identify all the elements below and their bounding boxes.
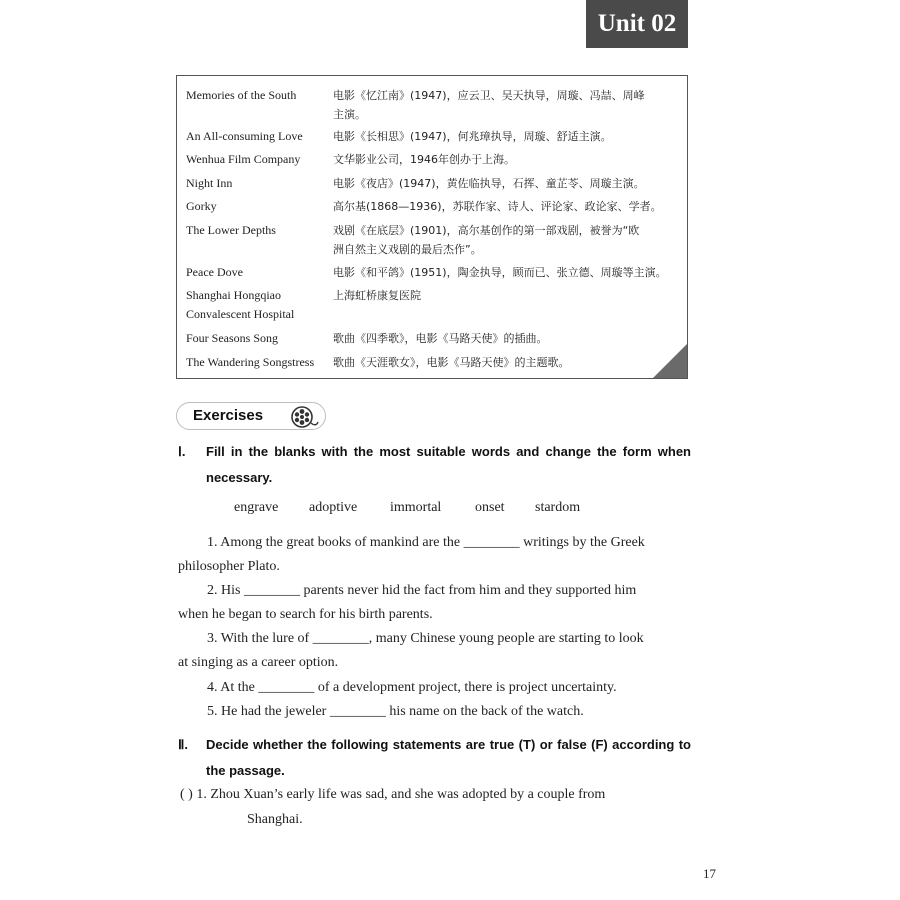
glossary-term: The Lower Depths <box>186 223 276 237</box>
glossary-term: Wenhua Film Company <box>186 152 301 166</box>
section-1-heading <box>178 439 693 493</box>
page-corner-fold <box>653 344 687 378</box>
glossary-table <box>176 75 688 379</box>
film-reel-icon <box>289 405 319 429</box>
word-bank-item: engrave <box>234 500 279 515</box>
word-bank-item: stardom <box>535 500 581 515</box>
word-bank-item: onset <box>475 500 505 515</box>
true-false-item-continuation: Shanghai. <box>247 812 303 827</box>
glossary-definition: 文华影业公司，1946年创办于上海。 <box>333 153 515 166</box>
glossary-definition: 高尔基(1868—1936)，苏联作家、诗人、评论家、政论家、学者。 <box>333 200 662 213</box>
exercise-item: 4. At the ________ of a development project, there is project uncertainty. <box>207 680 617 695</box>
glossary-term: Memories of the South <box>186 88 297 102</box>
section-instruction: Decide whether the following statements are true (T) or false (F) according to the passage. <box>206 737 691 778</box>
glossary-definition: 歌曲《天涯歌女》，电影《马路天使》的主题歌。 <box>333 356 570 369</box>
exercise-item-continuation: at singing as a career option. <box>178 655 339 670</box>
glossary-definition: 电影《长相思》(1947)，何兆璋执导，周璇、舒适主演。 <box>333 130 612 143</box>
glossary-term: An All-consuming Love <box>186 129 303 143</box>
glossary-definition: 电影《忆江南》(1947)，应云卫、吴天执导，周璇、冯喆、周峰 主演。 <box>333 89 645 121</box>
exercise-item: 2. His ________ parents never hid the fact from him and they supported him <box>207 583 637 598</box>
glossary-term: Shanghai Hongqiao Convalescent Hospital <box>186 288 295 321</box>
glossary-term: Gorky <box>186 199 217 213</box>
exercise-item: 1. Among the great books of mankind are the ________ writings by the Greek <box>207 535 645 550</box>
section-instruction: Fill in the blanks with the most suitable words and change the form when necessary. <box>206 444 691 485</box>
exercise-item: 5. He had the jeweler ________ his name on the back of the watch. <box>207 704 584 719</box>
exercise-item-continuation: when he began to search for his birth parents. <box>178 607 433 622</box>
true-false-item: ( ) 1. Zhou Xuan’s early life was sad, and she was adopted by a couple from <box>180 787 606 802</box>
glossary-definition: 戏剧《在底层》(1901)，高尔基创作的第一部戏剧，被誉为“欧 洲自然主义戏剧的最后杰作”。 <box>333 224 640 256</box>
glossary-term: Peace Dove <box>186 265 243 279</box>
exercise-item-continuation: philosopher Plato. <box>178 559 280 574</box>
glossary-term: Four Seasons Song <box>186 331 279 345</box>
exercise-item: 3. With the lure of ________, many Chinese young people are starting to look <box>207 631 644 646</box>
page-number: 17 <box>703 866 716 881</box>
exercises-title: Exercises <box>193 407 264 424</box>
section-numeral: Ⅱ. <box>178 737 189 752</box>
section-numeral: Ⅰ. <box>178 444 186 459</box>
glossary-definition: 歌曲《四季歌》，电影《马路天使》的插曲。 <box>333 332 548 345</box>
glossary-term: The Wandering Songstress <box>186 355 315 369</box>
word-bank-item: immortal <box>390 500 442 515</box>
glossary-definition: 电影《夜店》(1947)，黄佐临执导，石挥、童芷苓、周璇主演。 <box>333 177 645 190</box>
glossary-term: Night Inn <box>186 176 233 190</box>
section-2-heading <box>178 732 693 786</box>
unit-badge: Unit 02 <box>586 0 688 48</box>
exercises-tab <box>176 402 326 430</box>
word-bank-item: adoptive <box>309 500 358 515</box>
glossary-definition: 电影《和平鸽》(1951)，陶金执导，顾而已、张立德、周璇等主演。 <box>333 266 667 279</box>
glossary-definition: 上海虹桥康复医院 <box>333 289 421 302</box>
